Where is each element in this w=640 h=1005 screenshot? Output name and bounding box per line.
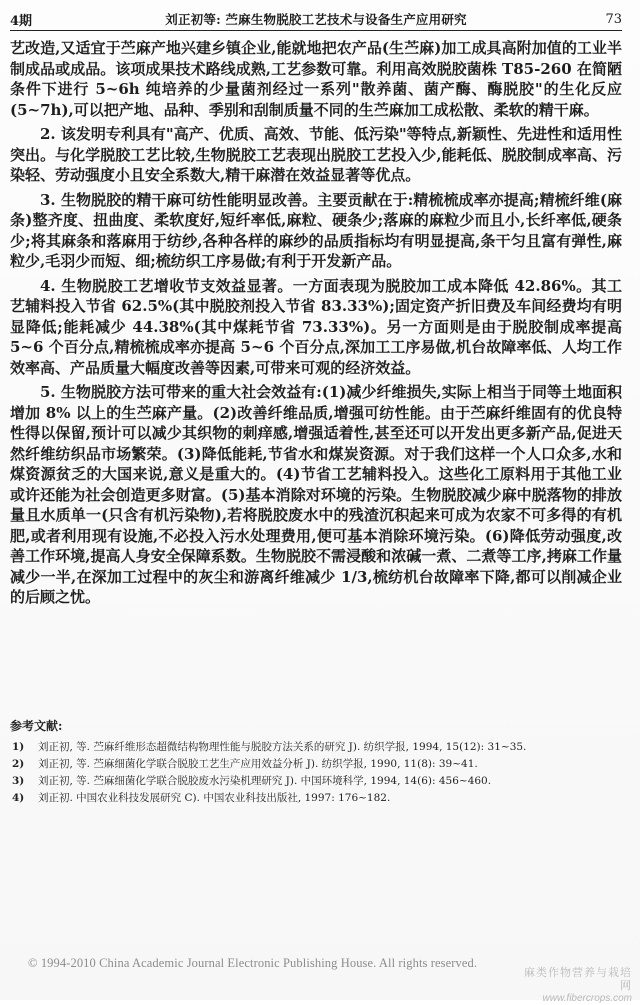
reference-item bbox=[10, 790, 622, 807]
running-header bbox=[10, 8, 622, 31]
issue-label: 4期 bbox=[10, 13, 33, 29]
reference-item bbox=[10, 739, 622, 756]
paragraph-5: 5. 生物脱胶方法可带来的重大社会效益有:(1)减少纤维损失,实际上相当于同等土地面积增加 8% 以上的生苎麻产量。(2)改善纤维品质,增强可纺性能。由于苎麻纤维固有的优良特性得以保留,预计可以减少其织物的刺痒感,增强适着性,甚至还可以开发出更多新产品,促进天然纤维纺织品市场繁荣。(3)降低能耗,节省水和煤炭资源。对于我们这样一个人口众多,水和煤资源贫乏的大国来说,意义是重大的。(4)节省工艺辅料投入。这些化工原料用于其他工业或许还能为社会创造更多财富。(5)基本消除对环境的污染。生物脱胶减少麻中脱落物的排放量且水质单一(只含有机污染物),若将脱胶废水中的残渣沉积起来可成为农家不可多得的有机肥,或者利用现有设施,不必投入污水处理费用,便可基本消除环境污染。(6)降低劳动强度,改善工作环境,提高人身安全保障系数。生物脱胶不需浸酸和浓碱一煮、二煮等工序,拷麻工作量减少一半,在深加工过程中的灰尘和游离纤维减少 1/3,梳纺机台故障率下降,都可以削减企业的后顾之忧。 bbox=[10, 383, 622, 606]
references-section bbox=[10, 718, 622, 807]
reference-number: 1) bbox=[12, 741, 25, 753]
paragraph-4: 4. 生物脱胶工艺增收节支效益显著。一方面表现为脱胶加工成本降低 42.86%。其工艺辅料投入节省 62.5%(其中脱胶剂投入节省 83.33%);固定资产折旧费及车间经费均有明显降低;能耗减少 44.38%(其中煤耗节省 73.33%)。另一方面则是由于脱胶制成率提高 5~6 个百分点,精梳梳成率亦提高 5~6 个百分点,深加工工序易做,机台故障率低、人均工作效率高、产品质量大幅度改善等因素,可带来可观的经济效益。 bbox=[10, 276, 622, 377]
site-watermark bbox=[524, 966, 632, 1005]
reference-number: 3) bbox=[12, 775, 25, 787]
paragraph-continued: 艺改造,又适宜于苎麻产地兴建乡镇企业,能就地把农产品(生苎麻)加工成具高附加值的工业半制成品或成品。该项成果技术路线成熟,工艺参数可靠。利用高效脱胶菌株 T85-260 在简陋条件下进行 5~6h 纯培养的少量菌剂经过一系列"散养菌、菌产酶、酶脱胶"的生化反应(5~7h),可以把产地、品种、季别和刮制质量不同的生苎麻加工成松散、柔软的精干麻。 bbox=[10, 39, 622, 119]
article-body bbox=[10, 38, 622, 612]
page-number: 73 bbox=[605, 11, 622, 27]
reference-number: 2) bbox=[12, 758, 25, 770]
watermark-url: www.fibercrops.com bbox=[542, 993, 632, 1004]
copyright-footer: © 1994-2010 China Academic Journal Electronic Publishing House. All rights reserved. bbox=[28, 956, 478, 970]
reference-text: 刘正初, 等. 苎麻细菌化学联合脱胶废水污染机理研究 J). 中国环境科学, 1994, 14(6): 456~460. bbox=[38, 775, 492, 787]
reference-text: 刘正初. 中国农业科技发展研究 C). 中国农业科技出版社, 1997: 176~182. bbox=[38, 792, 391, 804]
reference-item bbox=[10, 756, 622, 773]
paragraph-2: 2. 该发明专利具有"高产、优质、高效、节能、低污染"等特点,新颖性、先进性和适用性突出。与化学脱胶工艺比较,生物脱胶工艺表现出脱胶工艺投入少,能耗低、脱胶制成率高、污染轻、劳动强度小且安全系数大,精干麻潜在效益显著等优点。 bbox=[10, 125, 622, 184]
reference-item bbox=[10, 773, 622, 790]
reference-number: 4) bbox=[12, 792, 25, 804]
reference-text: 刘正初, 等. 苎麻细菌化学联合脱胶工艺生产应用效益分析 J). 纺织学报, 1990, 11(8): 39~41. bbox=[38, 758, 478, 770]
references-title: 参考文献: bbox=[10, 719, 63, 733]
watermark-site-name: 麻类作物营养与栽培网 bbox=[524, 966, 632, 992]
header-title: 刘正初等: 苎麻生物脱胶工艺技术与设备生产应用研究 bbox=[165, 12, 467, 27]
reference-text: 刘正初, 等. 苎麻纤维形态超微结构物理性能与脱胶方法关系的研究 J). 纺织学报, 1994, 15(12): 31~35. bbox=[38, 741, 527, 753]
paragraph-3: 3. 生物脱胶的精干麻可纺性能明显改善。主要贡献在于:精梳梳成率亦提高;精梳纤维(麻条)整齐度、扭曲度、柔软度好,短纤率低,麻粒、硬条少;落麻的麻粒少而且小,长纤率低,硬条少;将其麻条和落麻用于纺纱,各种各样的麻纱的品质指标均有明显提高,条干匀且富有弹性,麻粒少,毛羽少而短、细;梳纺织工序易做;有利于开发新产品。 bbox=[10, 190, 622, 270]
